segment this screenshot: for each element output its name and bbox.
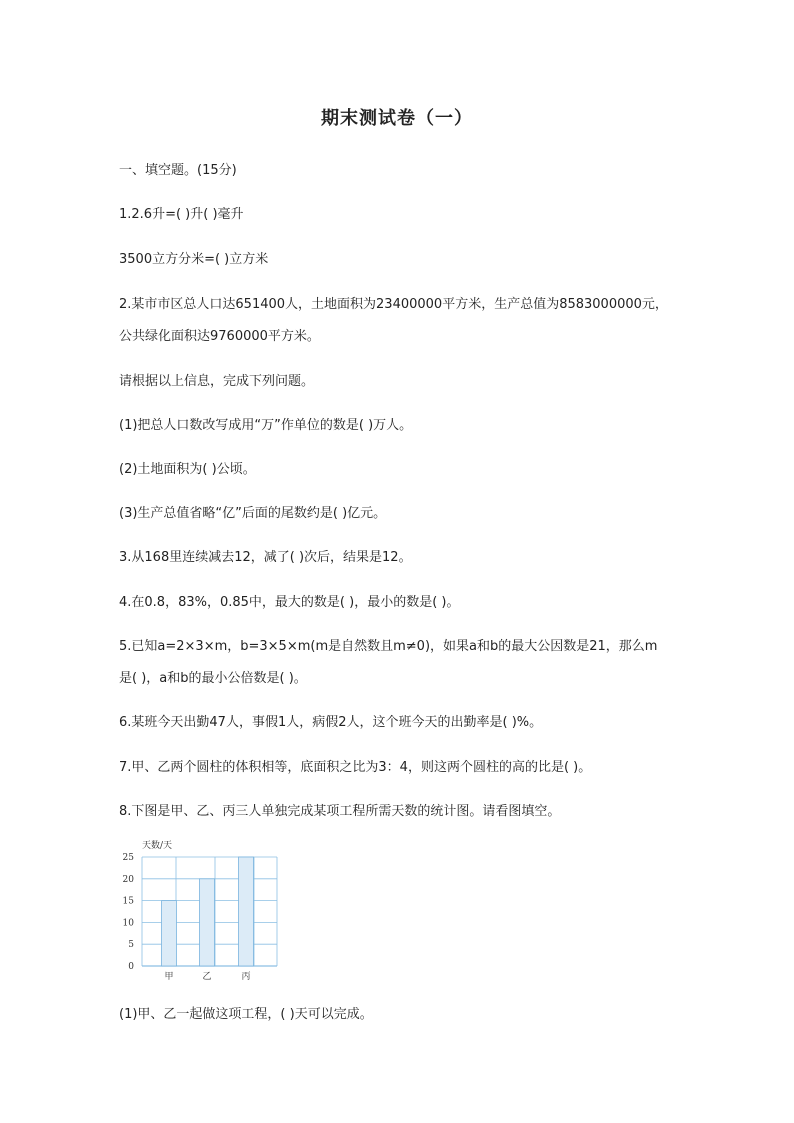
question-7: 7.甲、乙两个圆柱的体积相等，底面积之比为3：4，则这两个圆柱的高的比是( )。 [119, 760, 592, 775]
section-heading: 一、填空题。(15分) [119, 163, 237, 178]
bar-1 [162, 901, 177, 966]
y-tick-label: 0 [128, 962, 134, 972]
question-2-sub-1: (1)把总人口数改写成用“万”作单位的数是( )万人。 [119, 418, 413, 433]
question-2-line-1: 2.某市市区总人口达651400人，土地面积为23400000平方米，生产总值为8583000000元， [119, 297, 668, 312]
y-tick-label: 5 [128, 940, 134, 951]
question-2-line-2: 公共绿化面积达9760000平方米。 [119, 329, 320, 344]
x-category-label: 丙 [241, 972, 251, 982]
x-category-label: 乙 [202, 972, 212, 982]
question-8-sub-1: (1)甲、乙一起做这项工程，( )天可以完成。 [119, 1007, 373, 1022]
question-1-line-1: 1.2.6升=( )升( )毫升 [119, 207, 244, 222]
y-tick-label: 25 [122, 853, 134, 863]
y-axis-label: 天数/天 [142, 841, 173, 851]
bar-chart [112, 836, 312, 986]
question-6: 6.某班今天出勤47人，事假1人，病假2人，这个班今天的出勤率是( )%。 [119, 715, 543, 730]
y-tick-label: 15 [122, 896, 134, 907]
x-category-label: 甲 [164, 972, 174, 982]
question-1-line-2: 3500立方分米=( )立方米 [119, 252, 269, 267]
y-tick-label: 10 [122, 918, 134, 929]
page-title: 期末测试卷（一） [321, 108, 473, 129]
y-tick-label: 20 [122, 874, 134, 885]
bar-3 [239, 857, 254, 966]
question-3: 3.从168里连续减去12，减了( )次后，结果是12。 [119, 550, 412, 565]
question-2-instruction: 请根据以上信息，完成下列问题。 [119, 374, 315, 389]
question-5-line-1: 5.已知a=2×3×m，b=3×5×m(m是自然数且m≠0)，如果a和b的最大公因数是21，那么m [119, 639, 658, 654]
question-2-sub-3: (3)生产总值省略“亿”后面的尾数约是( )亿元。 [119, 506, 387, 521]
question-2-sub-2: (2)土地面积为( )公顷。 [119, 462, 256, 477]
bar-2 [200, 879, 215, 966]
question-8: 8.下图是甲、乙、丙三人单独完成某项工程所需天数的统计图。请看图填空。 [119, 804, 561, 819]
question-5-line-2: 是( )，a和b的最小公倍数是( )。 [119, 671, 307, 686]
question-4: 4.在0.8，83%，0.85中，最大的数是( )，最小的数是( )。 [119, 595, 460, 610]
